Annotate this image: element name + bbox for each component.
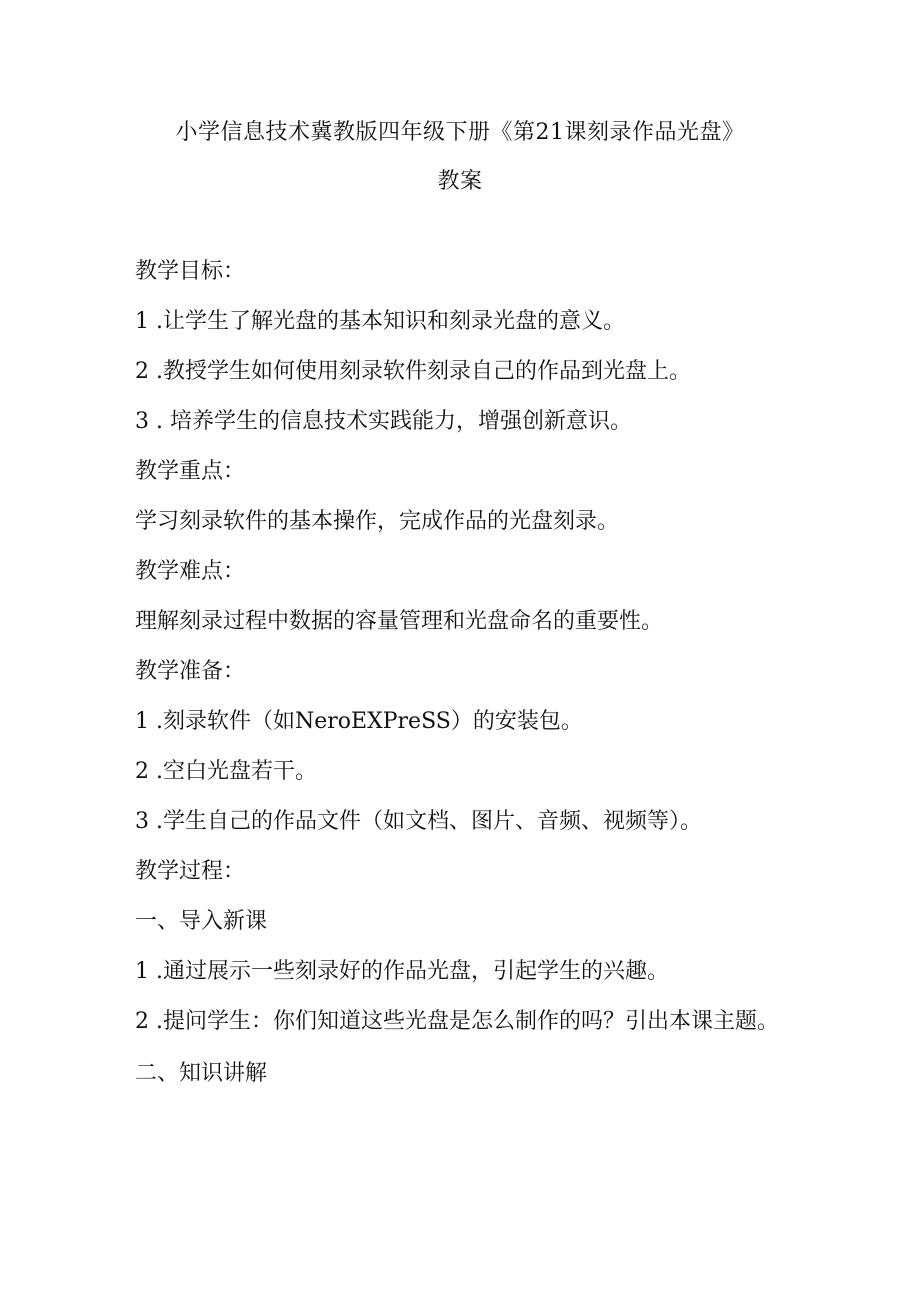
objective-item-1: 1 .让学生了解光盘的基本知识和刻录光盘的意义。 [135, 309, 625, 334]
preparation-item-1: 1 .刻录软件（如NeroEXPreSS）的安装包。 [135, 709, 583, 734]
section-heading-preparation: 教学准备： [135, 659, 246, 684]
document-title-line-2: 教案 [437, 169, 483, 194]
objective-item-3: 3 . 培养学生的信息技术实践能力，增强创新意识。 [135, 409, 632, 434]
document-title-line-1: 小学信息技术冀教版四年级下册《第21课刻录作品光盘》 [175, 120, 745, 145]
preparation-item-2: 2 .空白光盘若干。 [135, 759, 317, 784]
key-points-text: 学习刻录软件的基本操作，完成作品的光盘刻录。 [135, 509, 620, 534]
section-heading-difficulties: 教学难点： [135, 559, 246, 584]
section-heading-key-points: 教学重点： [135, 459, 246, 484]
process-item-2: 2 .提问学生：你们知道这些光盘是怎么制作的吗？引出本课主题。 [135, 1009, 779, 1034]
section-heading-objectives: 教学目标： [135, 259, 246, 284]
difficulties-text: 理解刻录过程中数据的容量管理和光盘命名的重要性。 [135, 609, 664, 634]
objective-item-2: 2 .教授学生如何使用刻录软件刻录自己的作品到光盘上。 [135, 359, 691, 384]
process-step-heading-1: 一、导入新课 [135, 909, 268, 934]
document-body [135, 257, 785, 1109]
process-step-heading-2: 二、知识讲解 [135, 1061, 268, 1086]
preparation-item-3: 3 .学生自己的作品文件（如文档、图片、音频、视频等）。 [135, 809, 702, 834]
process-item-1: 1 .通过展示一些刻录好的作品光盘，引起学生的兴趣。 [135, 959, 669, 984]
section-heading-process: 教学过程： [135, 859, 246, 884]
